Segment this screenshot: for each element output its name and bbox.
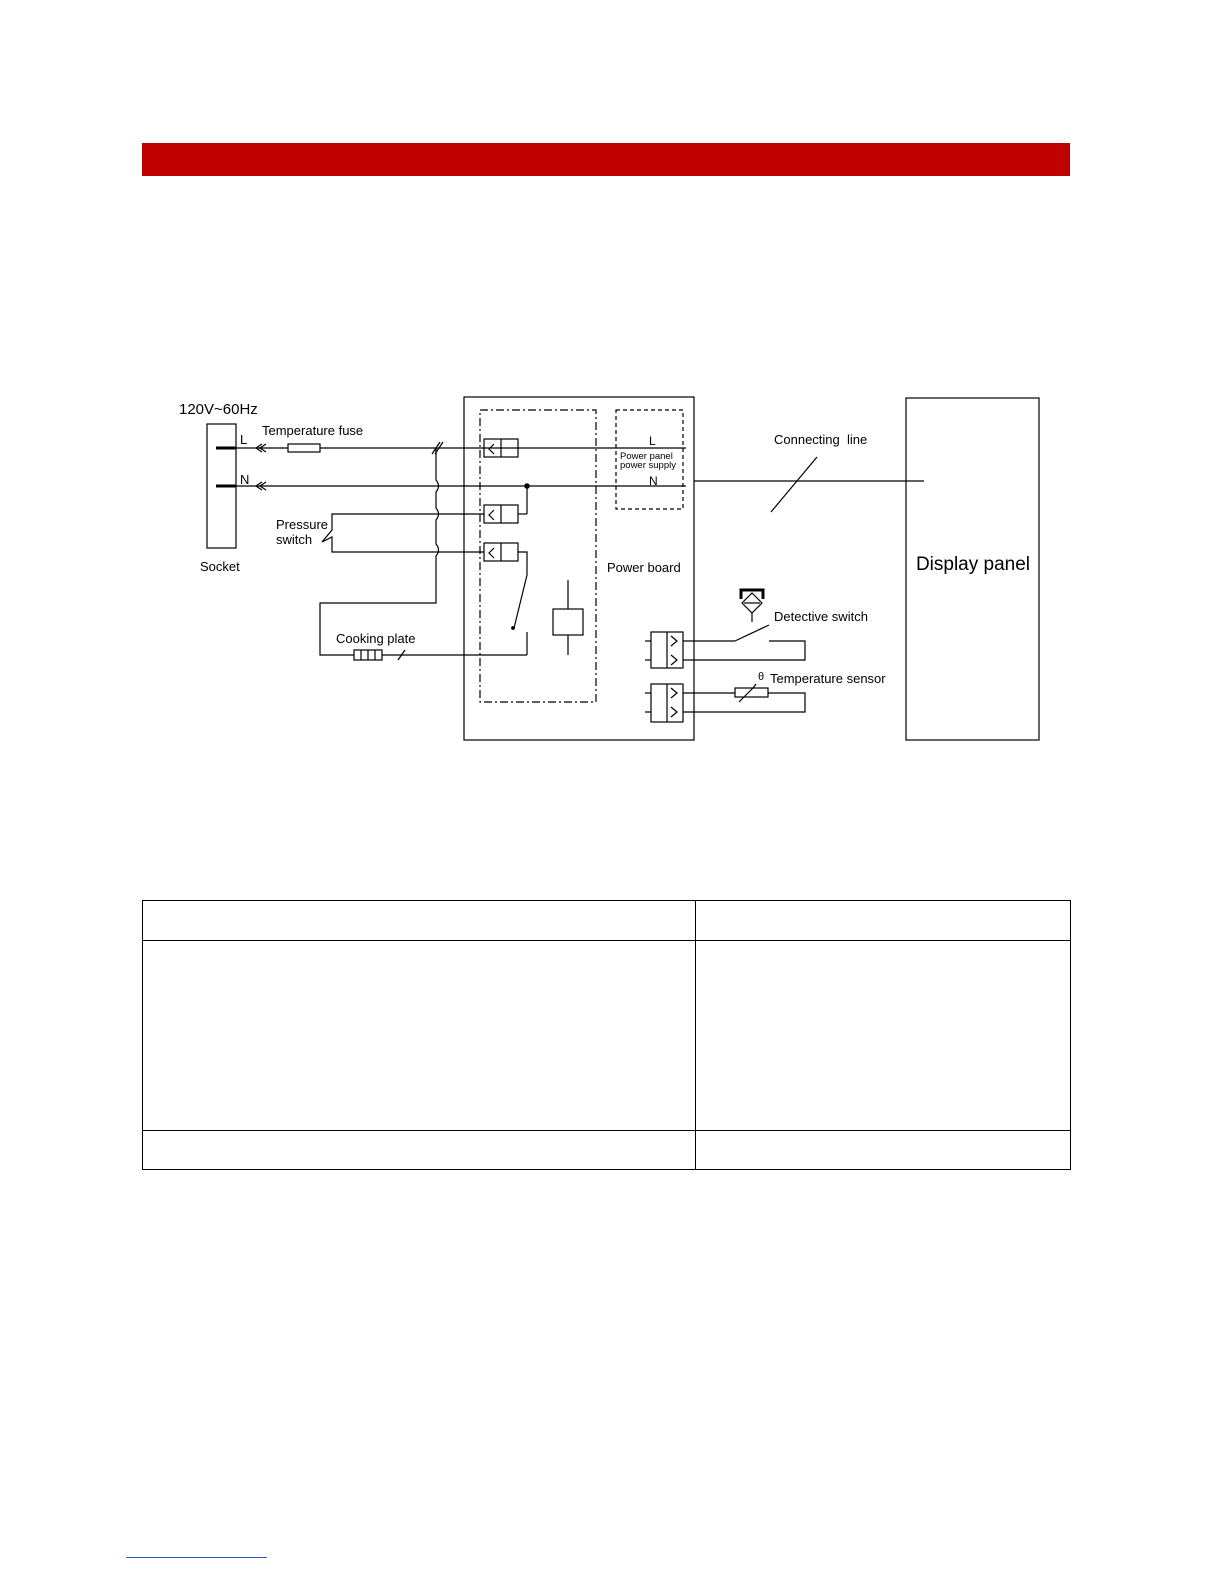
relay-section: [480, 410, 596, 702]
temperature-fuse-label: Temperature fuse: [262, 423, 364, 438]
table-cell: [143, 901, 696, 941]
power-board-label: Power board: [607, 560, 681, 575]
terminal-n-label: N: [240, 472, 250, 487]
spec-table: [142, 900, 1071, 1170]
socket-label: Socket: [200, 559, 240, 574]
power-panel-l-label: L: [649, 434, 656, 448]
display-panel-label: Display panel: [915, 554, 1031, 575]
table-cell: [696, 941, 1071, 1131]
pressure-switch-label-2: switch: [276, 532, 313, 547]
terminal-l-label: L: [240, 432, 248, 447]
power-panel-label-1: Power panel: [620, 451, 673, 462]
table-row: [143, 941, 1071, 1131]
table-cell: [696, 901, 1071, 941]
voltage-label: 120V~60Hz: [179, 401, 258, 418]
power-panel-label-2: power supply: [620, 460, 676, 471]
power-panel-n-label: N: [649, 474, 658, 488]
temperature-sensor-label: Temperature sensor: [770, 671, 886, 686]
footer-link-underline[interactable]: [126, 1557, 267, 1558]
detective-switch-label: Detective switch: [774, 609, 868, 624]
pressure-switch-label-1: Pressure: [276, 517, 329, 532]
temperature-fuse: [288, 444, 320, 452]
table-cell: [143, 1131, 696, 1170]
theta-symbol: θ: [758, 671, 765, 683]
cooking-plate-label: Cooking plate: [336, 631, 416, 646]
table-cell: [143, 941, 696, 1131]
table-cell: [696, 1131, 1071, 1170]
table-row: [143, 1131, 1071, 1170]
connecting-line-label: Connecting line: [774, 432, 868, 447]
table-row: [143, 901, 1071, 941]
relay-coil: [553, 609, 583, 635]
